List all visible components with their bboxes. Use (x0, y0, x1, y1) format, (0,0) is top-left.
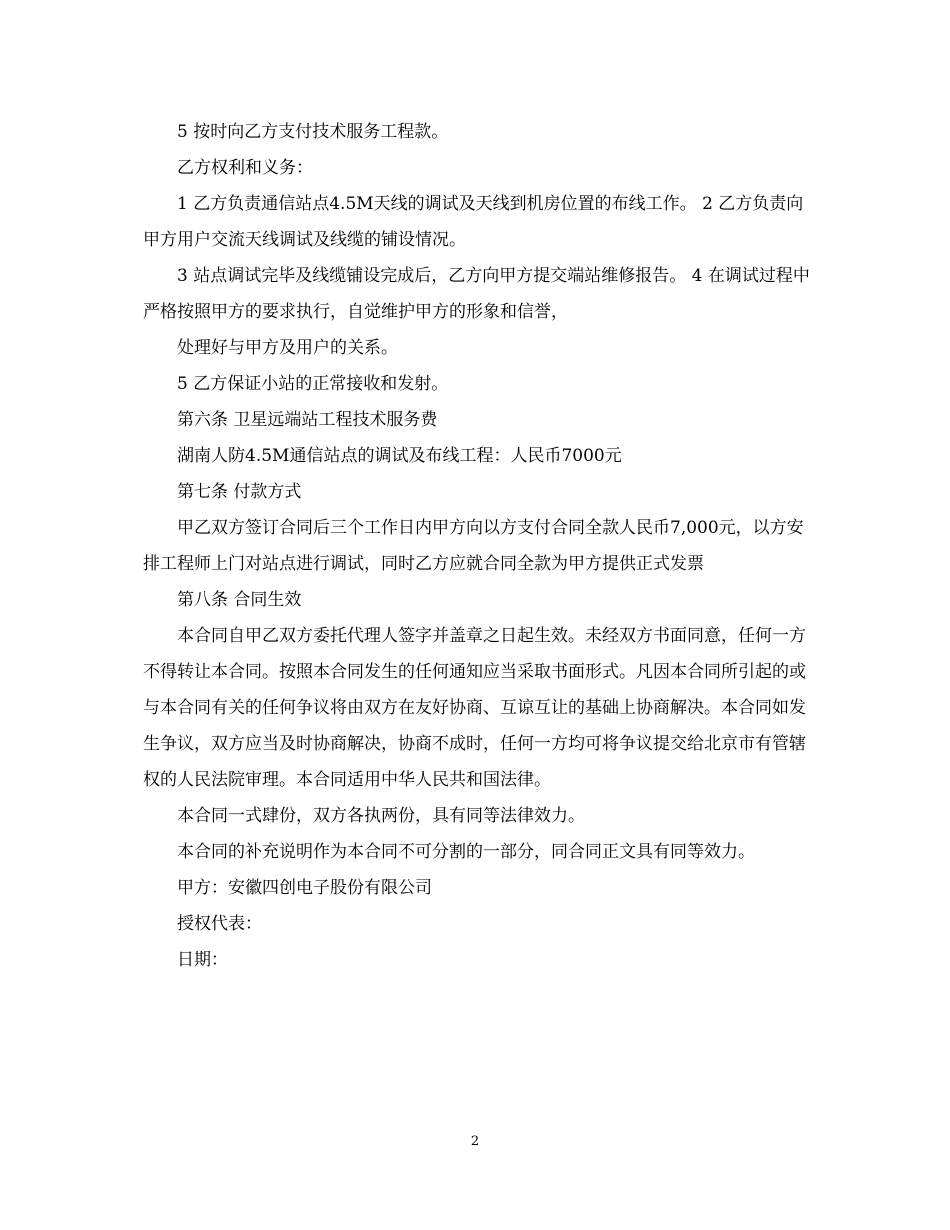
paragraph-5: 处理好与甲方及用户的关系。 (177, 338, 398, 358)
paragraph-13: 本合同一式肆份，双方各执两份，具有同等法律效力。 (177, 806, 585, 826)
section-7-heading: 第七条 付款方式 (177, 482, 302, 502)
section-8-heading: 第八条 合同生效 (177, 590, 302, 610)
paragraph-4: 3 站点调试完毕及线缆铺设完成后，乙方向甲方提交端站维修报告。 4 在调试过程中严格按照甲方的要求执行，自觉维护甲方的形象和信誉， (143, 266, 810, 322)
paragraph-3: 1 乙方负责通信站点4.5M天线的调试及天线到机房位置的布线工作。 2 乙方负责向甲方用户交流天线调试及线缆的铺设情况。 (143, 194, 804, 250)
document-body (143, 114, 813, 978)
paragraph-14: 本合同的补充说明作为本合同不可分割的一部分，同合同正文具有同等效力。 (177, 842, 755, 862)
section-6-heading: 第六条 卫星远端站工程技术服务费 (177, 410, 438, 430)
paragraph-10: 甲乙双方签订合同后三个工作日内甲方向以方支付合同全款人民币7,000元，以方安排工程师上门对站点进行调试，同时乙方应就合同全款为甲方提供正式发票 (143, 518, 804, 574)
page-number: 2 (470, 1134, 480, 1149)
paragraph-1: 5 按时向乙方支付技术服务工程款。 (177, 122, 449, 142)
paragraph-12: 本合同自甲乙双方委托代理人签字并盖章之日起生效。未经双方书面同意，任何一方不得转让本合同。按照本合同发生的任何通知应当采取书面形式。凡因本合同所引起的或与本合同有关的任何争议将由双方在友好协商、互谅互让的基础上协商解决。本合同如发生争议，双方应当及时协商解决，协商不成时，任何一方均可将争议提交给北京市有管辖权的人民法院审理。本合同适用中华人民共和国法律。 (143, 626, 806, 790)
party-a-line: 甲方：安徽四创电子股份有限公司 (177, 878, 432, 898)
authorized-rep-line: 授权代表： (177, 914, 262, 934)
date-line: 日期： (177, 950, 228, 970)
paragraph-2: 乙方权利和义务： (177, 158, 313, 178)
paragraph-6: 5 乙方保证小站的正常接收和发射。 (177, 374, 449, 394)
paragraph-8: 湖南人防4.5M通信站点的调试及布线工程：人民币7000元 (177, 446, 622, 466)
